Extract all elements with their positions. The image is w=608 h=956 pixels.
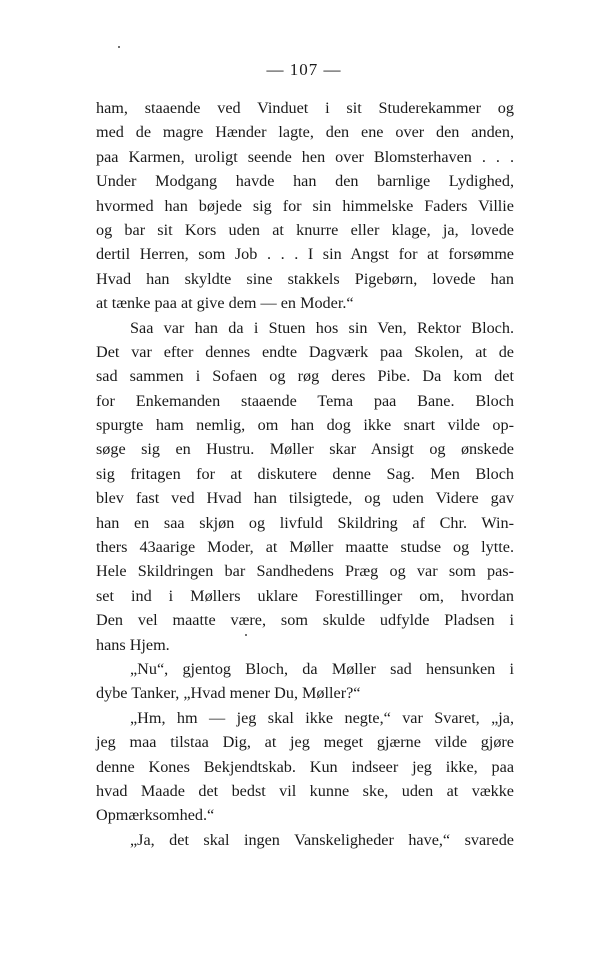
text-line: Det var efter dennes endte Dagværk paa Skolen, at de — [96, 342, 514, 361]
text-line: med de magre Hænder lagte, den ene over den anden, — [96, 123, 514, 142]
text-line: Saa var han da i Stuen hos sin Ven, Rektor Bloch. — [130, 318, 514, 337]
text-line: jeg maa tilstaa Dig, at jeg meget gjærne vilde gjøre — [96, 733, 514, 752]
page-number: — 107 — — [266, 60, 342, 79]
text-line: hvad Maade det bedst vil kunne ske, uden at vække — [96, 781, 514, 800]
text-line: denne Kones Bekjendtskab. Kun indseer jeg ikke, paa — [96, 757, 514, 776]
text-line: ham, staaende ved Vinduet i sit Studerekammer og — [96, 99, 514, 117]
text-line: hvormed han bøjede sig for sin himmelske Faders Villie — [96, 196, 514, 215]
text-line: „Nu“, gjentog Bloch, da Møller sad hensunken i — [130, 659, 514, 678]
text-line: Hvad han skyldte sine stakkels Pigebørn, lovede han — [96, 269, 514, 288]
text-line: Opmærksomhed.“ — [96, 806, 215, 825]
text-line: sad sammen i Sofaen og røg deres Pibe. Da kom det — [96, 367, 514, 386]
text-line: sig fritagen for at diskutere denne Sag. Men Bloch — [96, 464, 514, 483]
text-line: blev fast ved Hvad han tilsigtede, og uden Videre gav — [96, 489, 514, 508]
text-line: paa Karmen, uroligt seende hen over Blomsterhaven . . . — [96, 147, 514, 166]
text-line: Hele Skildringen bar Sandhedens Præg og var som pas- — [96, 562, 514, 581]
text-line: Under Modgang havde han den barnlige Lydighed, — [96, 172, 514, 191]
text-line: hans Hjem. — [96, 635, 170, 654]
text-line: for Enkemanden staaende Tema paa Bane. Bloch — [96, 391, 514, 410]
body-text — [96, 96, 514, 852]
text-line: og bar sit Kors uden at knurre eller klage, ja, lovede — [96, 220, 514, 239]
text-line: „Ja, det skal ingen Vanskeligheder have,“ svarede — [130, 830, 514, 849]
text-line: spurgte ham nemlig, om han dog ikke snart vilde op- — [96, 416, 514, 435]
print-speck — [118, 46, 120, 48]
text-line: thers 43aarige Moder, at Møller maatte studse og lytte. — [96, 538, 514, 557]
text-line: Den vel maatte være, som skulde udfylde Pladsen i — [96, 611, 514, 630]
text-line: at tænke paa at give dem — en Moder.“ — [96, 294, 354, 313]
text-line: søge sig en Hustru. Møller skar Ansigt og ønskede — [96, 440, 514, 459]
text-line: han en saa skjøn og livfuld Skildring af Chr. Win- — [96, 513, 514, 532]
text-line: dybe Tanker, „Hvad mener Du, Møller?“ — [96, 684, 361, 703]
text-line: dertil Herren, som Job . . . I sin Angst for at forsømme — [96, 245, 514, 264]
text-line: „Hm, hm — jeg skal ikke negte,“ var Svaret, „ja, — [130, 708, 514, 727]
text-line: set ind i Møllers uklare Forestillinger om, hvordan — [96, 586, 514, 605]
